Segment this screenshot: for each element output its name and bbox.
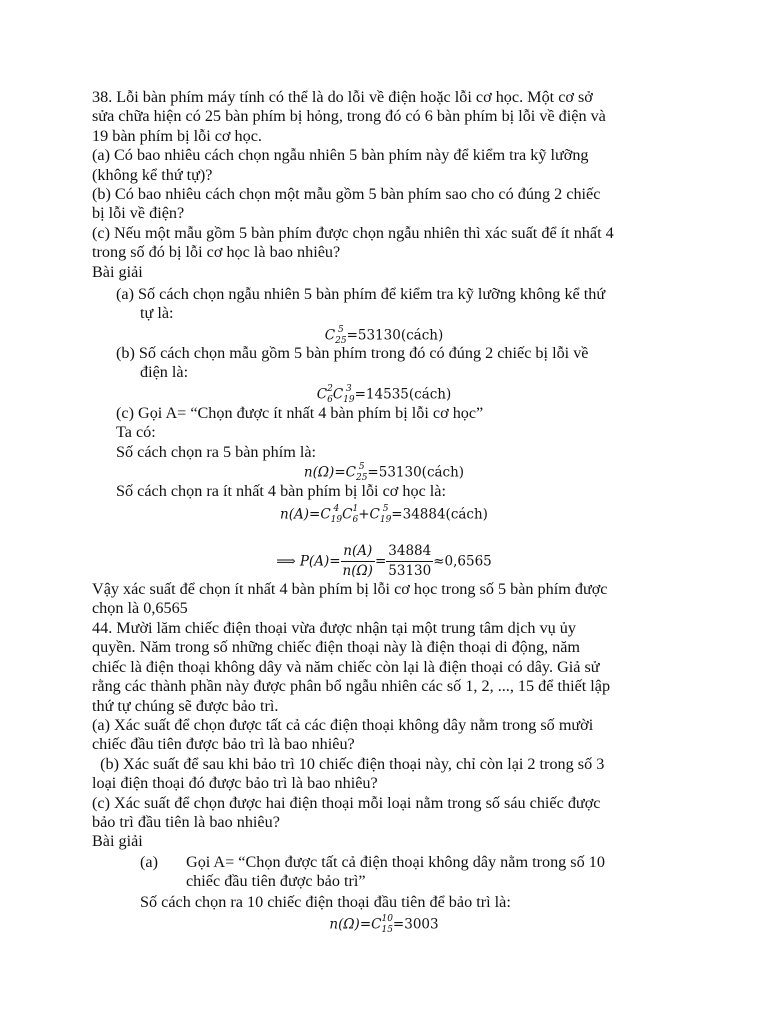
text-line: (b) Số cách chọn mẫu gồm 5 bàn phím trong đó có đúng 2 chiếc bị lỗi về <box>116 344 589 362</box>
text-line: (không kể thứ tự)? <box>92 165 213 184</box>
text-line: Ta có: <box>116 423 156 442</box>
formula-38c-a: n(A)=C 4 19 C 1 6 +C 5 19 =34884(cách) <box>280 504 488 525</box>
solution-38c <box>92 404 678 462</box>
text-line: (c) Nếu một mẫu gồm 5 bàn phím được chọn ngẫu nhiên thì xác suất để ít nhất 4 <box>92 223 614 242</box>
text-line: (a) Số cách chọn ngẫu nhiên 5 bàn phím để kiểm tra kỹ lưỡng không kể thứ <box>116 285 606 303</box>
text-line: Số cách chọn ra ít nhất 4 bàn phím bị lỗi cơ học là: <box>116 482 446 500</box>
solution-heading: Bài giải <box>92 262 143 281</box>
solution-44a <box>186 853 686 892</box>
text-line: Số cách chọn ra 10 chiếc điện thoại đầu tiên để bảo trì là: <box>140 893 511 911</box>
formula-38c-probability: ⟹ P(A)= $\frac{n(A)}{n(\Omega)}$ = $\frac{34884}{53130}$ ≈0,6565 <box>276 543 492 580</box>
text-line: chọn là 0,6565 <box>92 599 188 618</box>
text-line: trong số đó bị lỗi cơ học là bao nhiêu? <box>92 243 341 262</box>
problem-44-statement <box>92 619 678 852</box>
text-line: tự là: <box>140 304 174 323</box>
text-line: loại điện thoại đó được bảo trì là bao nhiêu? <box>92 774 378 793</box>
text-line: (b) Xác suất để sau khi bảo trì 10 chiếc điện thoại này, chỉ còn lại 2 trong số 3 <box>92 754 605 773</box>
text-line: quyền. Năm trong số những chiếc điện thoại này là điện thoại di động, năm <box>92 638 580 657</box>
text-line: bảo trì đầu tiên là bao nhiêu? <box>92 813 280 832</box>
text-line: chiếc đầu tiên được bảo trì” <box>186 872 366 891</box>
formula-38a: C 5 25 =53130(cách) <box>324 325 444 346</box>
text-line: chiếc là điện thoại không dây và năm chiếc còn lại là điện thoại có dây. Giả sử <box>92 657 600 676</box>
problem-38-statement <box>92 88 678 282</box>
text-line: (a) Xác suất để chọn được tất cả các điện thoại không dây nằm trong số mười <box>92 716 594 735</box>
text-line: rằng các thành phần này được phân bổ ngẫu nhiên các số 1, 2, ..., 15 để thiết lập <box>92 677 611 696</box>
text-line: Số cách chọn ra 5 bàn phím là: <box>116 442 317 461</box>
text-line: 19 bàn phím bị lỗi cơ học. <box>92 126 262 145</box>
text-line: Gọi A= “Chọn được tất cả điện thoại không dây nằm trong số 10 <box>186 853 605 871</box>
solution-38c-count <box>92 482 678 501</box>
text-line: (a) Có bao nhiêu cách chọn ngẫu nhiên 5 bàn phím này để kiểm tra kỹ lưỡng <box>92 146 589 165</box>
text-line: 38. Lỗi bàn phím máy tính có thể là do lỗi về điện hoặc lỗi cơ học. Một cơ sở <box>92 88 593 106</box>
text-line: (b) Có bao nhiêu cách chọn một mẫu gồm 5 bàn phím sao cho có đúng 2 chiếc <box>92 185 601 204</box>
text-line: chiếc đầu tiên được bảo trì là bao nhiêu? <box>92 735 355 754</box>
text-line: thứ tự chúng sẽ được bảo trì. <box>92 696 279 715</box>
formula-38b: C 2 6 C 3 19 =14535(cách) <box>316 384 452 405</box>
text-line: (c) Gọi A= “Chọn được ít nhất 4 bàn phím bị lỗi cơ học” <box>116 404 484 422</box>
text-line: sửa chữa hiện có 25 bàn phím bị hỏng, trong đó có 6 bàn phím bị lỗi về điện và <box>92 107 606 126</box>
solution-44a-count <box>140 893 726 912</box>
solution-44a-label: (a) <box>140 853 158 871</box>
text-line: bị lỗi về điện? <box>92 204 185 223</box>
text-line: 44. Mười lăm chiếc điện thoại vừa được nhận tại một trung tâm dịch vụ ủy <box>92 619 576 637</box>
text-line: điện là: <box>140 363 189 382</box>
solution-38b <box>92 344 678 383</box>
solution-38a <box>92 285 678 324</box>
solution-heading: Bài giải <box>92 832 143 851</box>
text-line: (c) Xác suất để chọn được hai điện thoại mỗi loại nằm trong số sáu chiếc được <box>92 793 601 812</box>
text-line: Vậy xác suất để chọn ít nhất 4 bàn phím bị lỗi cơ học trong số 5 bàn phím được <box>92 580 608 598</box>
formula-44a: n(Ω)=C 10 15 =3003 <box>329 914 439 935</box>
formula-38c-omega: n(Ω)=C 5 25 =53130(cách) <box>303 462 465 483</box>
conclusion-38 <box>92 580 678 619</box>
